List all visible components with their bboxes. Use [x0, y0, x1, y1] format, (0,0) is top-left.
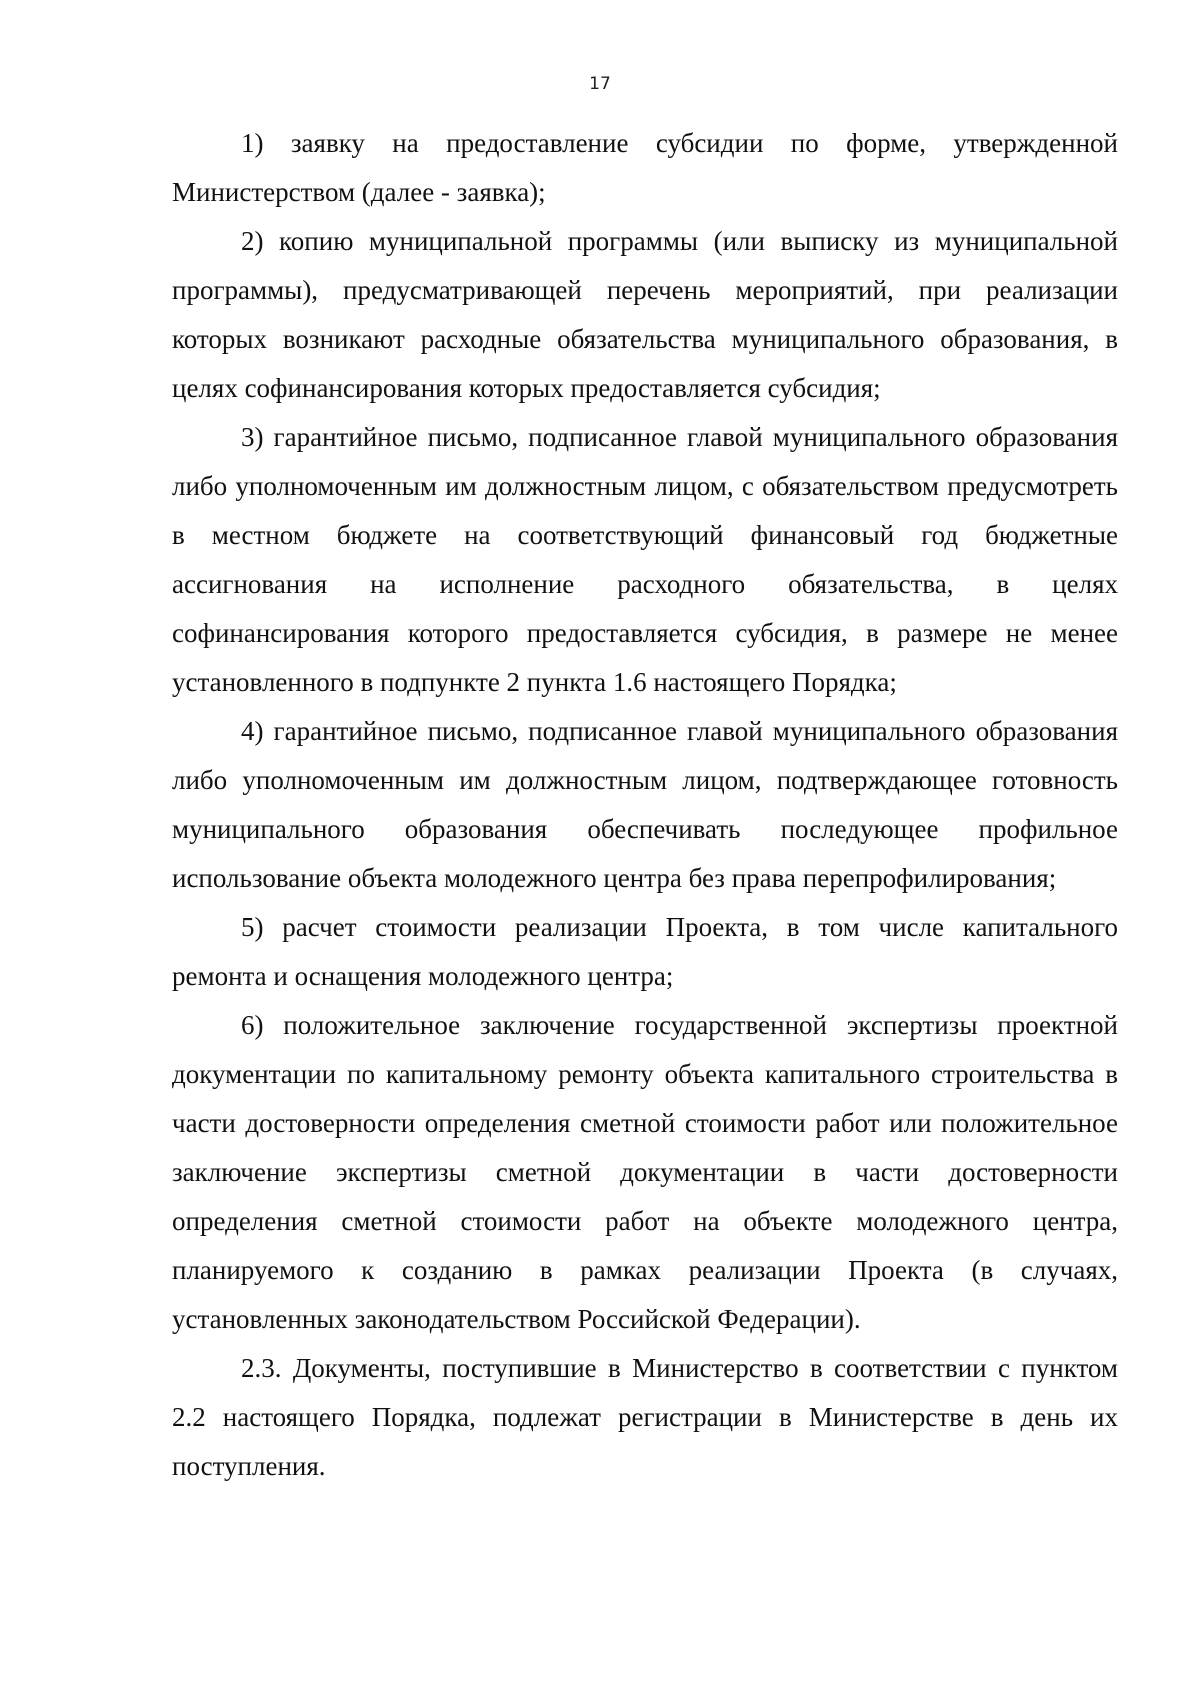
document-body	[172, 119, 1118, 1491]
paragraph-section-2-3: 2.3. Документы, поступившие в Министерство в соответствии с пунктом 2.2 настоящего Порядка, подлежат регистрации в Министерстве в день их поступления.	[172, 1353, 1118, 1481]
paragraph-item-6: 6) положительное заключение государственной экспертизы проектной документации по капитальному ремонту объекта капитального строительства в части достоверности определения сметной стоимости работ или положительное заключение экспертизы сметной документации в части достоверности определения сметной стоимости работ на объекте молодежного центра, планируемого к созданию в рамках реализации Проекта (в случаях, установленных законодательством Российской Федерации).	[172, 1010, 1118, 1334]
paragraph-item-3: 3) гарантийное письмо, подписанное главой муниципального образования либо уполномоченным им должностным лицом, с обязательством предусмотреть в местном бюджете на соответствующий финансовый год бюджетные ассигнования на исполнение расходного обязательства, в целях софинансирования которого предоставляется субсидия, в размере не менее установленного в подпункте 2 пункта 1.6 настоящего Порядка;	[172, 422, 1118, 697]
paragraph-item-5: 5) расчет стоимости реализации Проекта, в том числе капитального ремонта и оснащения молодежного центра;	[172, 912, 1118, 991]
page-number: 17	[589, 74, 611, 94]
paragraph-item-4: 4) гарантийное письмо, подписанное главой муниципального образования либо уполномоченным им должностным лицом, подтверждающее готовность муниципального образования обеспечивать последующее профильное использование объекта молодежного центра без права перепрофилирования;	[172, 716, 1118, 893]
paragraph-item-2: 2) копию муниципальной программы (или выписку из муниципальной программы), предусматривающей перечень мероприятий, при реализации которых возникают расходные обязательства муниципального образования, в целях софинансирования которых предоставляется субсидия;	[172, 226, 1118, 403]
paragraph-item-1: 1) заявку на предоставление субсидии по форме, утвержденной Министерством (далее - заявка);	[172, 128, 1118, 207]
